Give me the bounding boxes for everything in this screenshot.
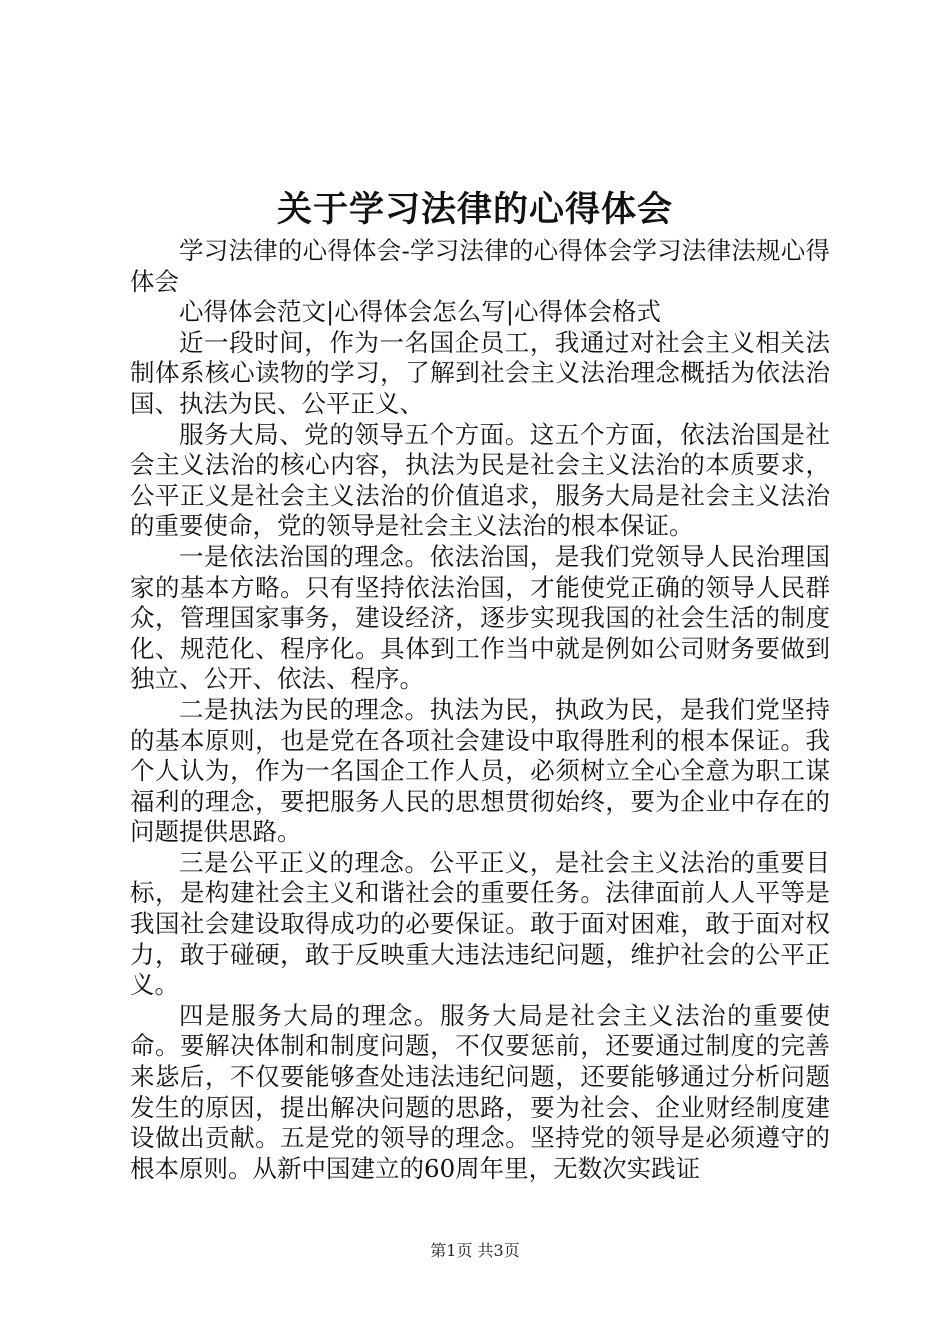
page-footer: 第1页 共3页 — [430, 1241, 520, 1260]
paragraph-five-aspects: 服务大局、党的领导五个方面。这五个方面，依法治国是社会主义法治的核心内容，执法为民是社会主义法治的本质要求，公平正义是社会主义法治的价值追求，服务大局是社会主义法治的重要使命，党的领导是社会主义法治的根本保证。 — [130, 419, 830, 541]
document-title: 关于学习法律的心得体会 — [276, 189, 673, 230]
document-body — [130, 236, 830, 1184]
paragraph-fairness-justice: 三是公平正义的理念。公平正义，是社会主义法治的重要目标，是构建社会主义和谐社会的重要任务。法律面前人人平等是我国社会建设取得成功的必要保证。敢于面对困难，敢于面对权力，敢于碰硬，敢于反映重大违法违纪问题，维护社会的公平正义。 — [130, 847, 830, 1000]
paragraph-serve-overall: 四是服务大局的理念。服务大局是社会主义法治的重要使命。要解决体制和制度问题，不仅要惩前，还要通过制度的完善来毖后，不仅要能够查处违法违纪问题，还要能够通过分析问题发生的原因，提出解决问题的思路，要为社会、企业财经制度建设做出贡献。五是党的领导的理念。坚持党的领导是必须遵守的根本原则。从新中国建立的60周年里，无数次实践证 — [130, 1000, 830, 1183]
paragraph-rule-of-law: 一是依法治国的理念。依法治国，是我们党领导人民治理国家的基本方略。只有坚持依法治国，才能使党正确的领导人民群众，管理国家事务，建设经济，逐步实现我国的社会生活的制度化、规范化、程序化。具体到工作当中就是例如公司财务要做到独立、公开、依法、程序。 — [130, 541, 830, 694]
paragraph-serve-people: 二是执法为民的理念。执法为民，执政为民，是我们党坚持的基本原则，也是党在各项社会建设中取得胜利的根本保证。我个人认为，作为一名国企工作人员，必须树立全心全意为职工谋福利的理念，要把服务人民的思想贯彻始终，要为企业中存在的问题提供思路。 — [130, 694, 830, 847]
paragraph-subtitle: 学习法律的心得体会-学习法律的心得体会学习法律法规心得体会 — [130, 236, 830, 296]
paragraph-intro: 近一段时间，作为一名国企员工，我通过对社会主义相关法制体系核心读物的学习，了解到社会主义法治理念概括为依法治国、执法为民、公平正义、 — [130, 327, 830, 418]
paragraph-category: 心得体会范文|心得体会怎么写|心得体会格式 — [179, 297, 662, 327]
